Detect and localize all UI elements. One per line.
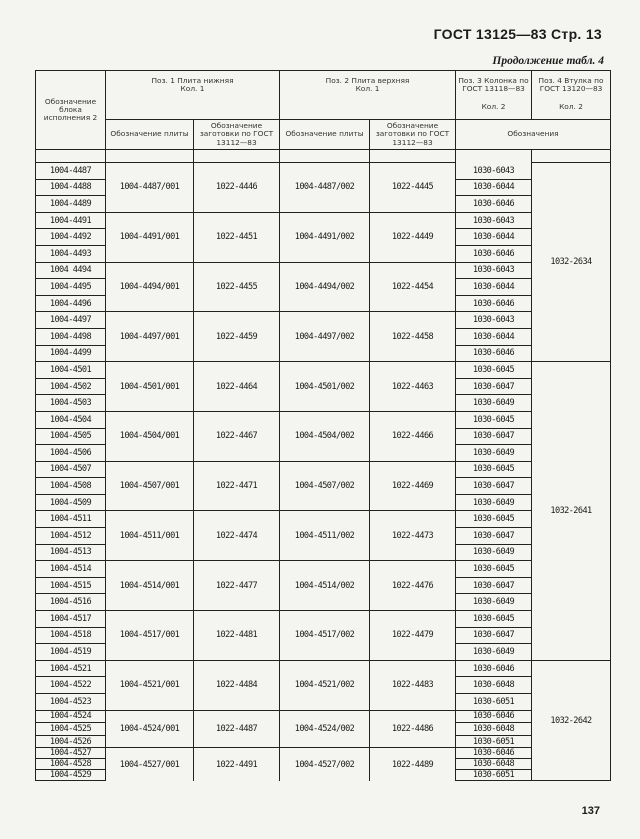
block-designation-cell: 1004-4492 (36, 229, 106, 246)
block-designation-cell: 1004-4502 (36, 378, 106, 395)
pos3-column-cell: 1030-6049 (456, 544, 532, 561)
header-pos3-title: Поз. 3 Колонка по ГОСТ 13118—83 (458, 76, 529, 94)
pos3-column-cell: 1030-6049 (456, 594, 532, 611)
block-designation-cell: 1004-4509 (36, 494, 106, 511)
block-designation-cell: 1004-4505 (36, 428, 106, 445)
pos3-column-cell: 1030-6047 (456, 428, 532, 445)
pos3-column-cell: 1030-6049 (456, 395, 532, 412)
table-row (36, 312, 611, 329)
pos3-column-cell: 1030-6046 (456, 245, 532, 262)
header-pos1-plate: Обозначение плиты (106, 120, 194, 150)
block-designation-cell: 1004-4496 (36, 295, 106, 312)
pos4-bushing-cell: 1032-2642 (532, 660, 611, 781)
pos3-column-cell: 1030-6045 (456, 511, 532, 528)
pos3-column-cell: 1030-6051 (456, 735, 532, 748)
pos3-column-cell: 1030-6046 (456, 295, 532, 312)
block-designation-cell: 1004-4523 (36, 694, 106, 711)
pos2-blank-cell: 1022-4463 (370, 362, 456, 412)
block-designation-cell: 1004-4516 (36, 594, 106, 611)
page-number: 137 (581, 805, 600, 817)
pos3-column-cell: 1030-6044 (456, 328, 532, 345)
pos1-plate-cell: 1004-4527/001 (106, 748, 194, 781)
header-pos2-blank: Обозначение заготовки по ГОСТ 13112—83 (370, 120, 456, 150)
block-designation-cell: 1004-4521 (36, 660, 106, 677)
components-table (35, 70, 611, 781)
header-pos1-kol: Кол. 1 (180, 84, 205, 94)
pos1-blank-cell: 1022-4471 (194, 461, 280, 511)
pos3-column-cell: 1030-6044 (456, 229, 532, 246)
table-row (36, 710, 611, 723)
pos3-column-cell: 1030-6045 (456, 611, 532, 628)
header-pos1-title: Поз. 1 Плита нижняя (151, 76, 234, 85)
header-pos4-title: Поз. 4 Втулка по ГОСТ 13120—83 (538, 76, 604, 94)
pos2-blank-cell: 1022-4466 (370, 411, 456, 461)
pos3-column-cell: 1030-6046 (456, 748, 532, 759)
table-row (36, 461, 611, 478)
pos2-blank-cell: 1022-4449 (370, 212, 456, 262)
block-designation-cell: 1004-4498 (36, 328, 106, 345)
pos3-column-cell: 1030-6051 (456, 770, 532, 781)
block-designation-cell: 1004-4489 (36, 196, 106, 213)
header-pos3-kol: Кол. 2 (481, 102, 506, 112)
block-designation-cell: 1004-4511 (36, 511, 106, 528)
pos3-column-cell: 1030-6048 (456, 723, 532, 736)
block-designation-cell: 1004-4522 (36, 677, 106, 694)
pos1-plate-cell: 1004-4501/001 (106, 362, 194, 412)
pos2-blank-cell: 1022-4476 (370, 561, 456, 611)
pos2-plate-cell: 1004-4501/002 (280, 362, 370, 412)
block-designation-cell: 1004-4501 (36, 362, 106, 379)
table-row (36, 262, 611, 279)
pos1-plate-cell: 1004-4497/001 (106, 312, 194, 362)
block-designation-cell: 1004-4508 (36, 478, 106, 495)
block-designation-cell: 1004-4519 (36, 644, 106, 661)
table-continuation-label: Продолжение табл. 4 (492, 55, 604, 67)
pos2-plate-cell: 1004-4521/002 (280, 660, 370, 710)
pos1-blank-cell: 1022-4491 (194, 748, 280, 781)
pos3-column-cell: 1030-6049 (456, 644, 532, 661)
block-designation-cell: 1004-4517 (36, 611, 106, 628)
pos3-column-cell: 1030-6048 (456, 759, 532, 770)
pos1-plate-cell: 1004-4514/001 (106, 561, 194, 611)
pos2-plate-cell: 1004-4504/002 (280, 411, 370, 461)
pos1-blank-cell: 1022-4451 (194, 212, 280, 262)
header-pos2-title: Поз. 2 Плита верхняя (325, 76, 410, 85)
header-pos2-plate: Обозначение плиты (280, 120, 370, 150)
pos1-plate-cell: 1004-4517/001 (106, 611, 194, 661)
header-pos4 (532, 71, 611, 120)
pos1-blank-cell: 1022-4459 (194, 312, 280, 362)
block-designation-cell: 1004-4491 (36, 212, 106, 229)
pos2-plate-cell: 1004-4514/002 (280, 561, 370, 611)
pos2-plate-cell: 1004-4511/002 (280, 511, 370, 561)
pos3-column-cell: 1030-6043 (456, 312, 532, 329)
pos1-blank-cell: 1022-4464 (194, 362, 280, 412)
table-row (36, 611, 611, 628)
block-designation-cell: 1004-4512 (36, 528, 106, 545)
pos2-blank-cell: 1022-4483 (370, 660, 456, 710)
pos4-bushing-cell: 1032-2634 (532, 163, 611, 362)
block-designation-cell: 1004-4526 (36, 735, 106, 748)
block-designation-cell: 1004-4497 (36, 312, 106, 329)
table-row (36, 511, 611, 528)
pos2-plate-cell: 1004-4494/002 (280, 262, 370, 312)
pos3-column-cell: 1030-6045 (456, 411, 532, 428)
header-pos2 (280, 71, 456, 120)
header-pos1 (106, 71, 280, 120)
pos1-plate-cell: 1004-4491/001 (106, 212, 194, 262)
block-designation-cell: 1004-4528 (36, 759, 106, 770)
pos1-plate-cell: 1004-4494/001 (106, 262, 194, 312)
block-designation-cell: 1004-4525 (36, 723, 106, 736)
pos1-blank-cell: 1022-4477 (194, 561, 280, 611)
pos3-column-cell: 1030-6045 (456, 461, 532, 478)
block-designation-cell: 1004-4529 (36, 770, 106, 781)
pos3-column-cell: 1030-6049 (456, 494, 532, 511)
pos2-plate-cell: 1004-4497/002 (280, 312, 370, 362)
pos1-plate-cell: 1004-4511/001 (106, 511, 194, 561)
header-pos3 (456, 71, 532, 120)
pos2-plate-cell: 1004-4487/002 (280, 163, 370, 213)
pos2-plate-cell: 1004-4524/002 (280, 710, 370, 748)
header-designations: Обозначения (456, 120, 611, 150)
pos2-blank-cell: 1022-4486 (370, 710, 456, 748)
block-designation-cell: 1004-4524 (36, 710, 106, 723)
block-designation-cell: 1004-4518 (36, 627, 106, 644)
pos3-column-cell: 1030-6046 (456, 345, 532, 362)
pos3-column-cell: 1030-6047 (456, 378, 532, 395)
pos3-column-cell: 1030-6047 (456, 528, 532, 545)
block-designation-cell: 1004-4527 (36, 748, 106, 759)
pos2-plate-cell: 1004-4517/002 (280, 611, 370, 661)
table-row (36, 411, 611, 428)
pos3-column-cell: 1030-6046 (456, 196, 532, 213)
pos2-blank-cell: 1022-4445 (370, 163, 456, 213)
block-designation-cell: 1004-4503 (36, 395, 106, 412)
pos3-column-cell: 1030-6043 (456, 262, 532, 279)
pos1-blank-cell: 1022-4474 (194, 511, 280, 561)
pos1-plate-cell: 1004-4504/001 (106, 411, 194, 461)
pos1-blank-cell: 1022-4455 (194, 262, 280, 312)
pos3-column-cell: 1030-6043 (456, 163, 532, 180)
block-designation-cell: 1004-4513 (36, 544, 106, 561)
header-pos1-blank: Обозначение заготовки по ГОСТ 13112—83 (194, 120, 280, 150)
pos3-column-cell: 1030-6047 (456, 577, 532, 594)
pos1-blank-cell: 1022-4446 (194, 163, 280, 213)
table-row (36, 561, 611, 578)
pos3-column-cell: 1030-6043 (456, 212, 532, 229)
block-designation-cell: 1004-4507 (36, 461, 106, 478)
block-designation-cell: 1004-4506 (36, 445, 106, 462)
pos3-column-cell: 1030-6047 (456, 478, 532, 495)
pos3-column-cell: 1030-6046 (456, 660, 532, 677)
table-body (36, 150, 611, 781)
block-designation-cell: 1004 4494 (36, 262, 106, 279)
pos1-plate-cell: 1004-4521/001 (106, 660, 194, 710)
block-designation-cell: 1004-4495 (36, 279, 106, 296)
block-designation-cell: 1004-4515 (36, 577, 106, 594)
pos3-column-cell: 1030-6046 (456, 710, 532, 723)
pos2-blank-cell: 1022-4473 (370, 511, 456, 561)
block-designation-cell: 1004-4504 (36, 411, 106, 428)
pos2-plate-cell: 1004-4527/002 (280, 748, 370, 781)
pos4-bushing-cell: 1032-2641 (532, 362, 611, 661)
block-designation-cell: 1004-4499 (36, 345, 106, 362)
pos3-column-cell: 1030-6051 (456, 694, 532, 711)
pos3-column-cell: 1030-6049 (456, 445, 532, 462)
pos3-column-cell: 1030-6044 (456, 179, 532, 196)
pos2-blank-cell: 1022-4469 (370, 461, 456, 511)
pos1-blank-cell: 1022-4467 (194, 411, 280, 461)
pos3-column-cell: 1030-6045 (456, 561, 532, 578)
table-row (36, 362, 611, 379)
page-header-title: ГОСТ 13125—83 Стр. 13 (433, 26, 602, 42)
pos1-plate-cell: 1004-4524/001 (106, 710, 194, 748)
table-spacer-row (36, 150, 611, 163)
block-designation-cell: 1004-4488 (36, 179, 106, 196)
table-row (36, 163, 611, 180)
pos1-blank-cell: 1022-4487 (194, 710, 280, 748)
pos1-blank-cell: 1022-4481 (194, 611, 280, 661)
table-row (36, 212, 611, 229)
pos2-blank-cell: 1022-4458 (370, 312, 456, 362)
pos2-blank-cell: 1022-4454 (370, 262, 456, 312)
table-row (36, 748, 611, 759)
pos2-plate-cell: 1004-4507/002 (280, 461, 370, 511)
block-designation-cell: 1004-4487 (36, 163, 106, 180)
header-pos4-kol: Кол. 2 (559, 102, 583, 112)
block-designation-cell: 1004-4493 (36, 245, 106, 262)
pos3-column-cell: 1030-6045 (456, 362, 532, 379)
pos2-blank-cell: 1022-4489 (370, 748, 456, 781)
pos3-column-cell: 1030-6048 (456, 677, 532, 694)
pos3-column-cell: 1030-6044 (456, 279, 532, 296)
pos1-plate-cell: 1004-4487/001 (106, 163, 194, 213)
pos2-plate-cell: 1004-4491/002 (280, 212, 370, 262)
header-block-designation: Обозначение блока исполнения 2 (36, 71, 106, 150)
pos3-column-cell: 1030-6047 (456, 627, 532, 644)
pos1-plate-cell: 1004-4507/001 (106, 461, 194, 511)
table-row (36, 660, 611, 677)
pos1-blank-cell: 1022-4484 (194, 660, 280, 710)
block-designation-cell: 1004-4514 (36, 561, 106, 578)
pos2-blank-cell: 1022-4479 (370, 611, 456, 661)
header-pos2-kol: Кол. 1 (355, 84, 380, 94)
table-header (36, 71, 611, 150)
